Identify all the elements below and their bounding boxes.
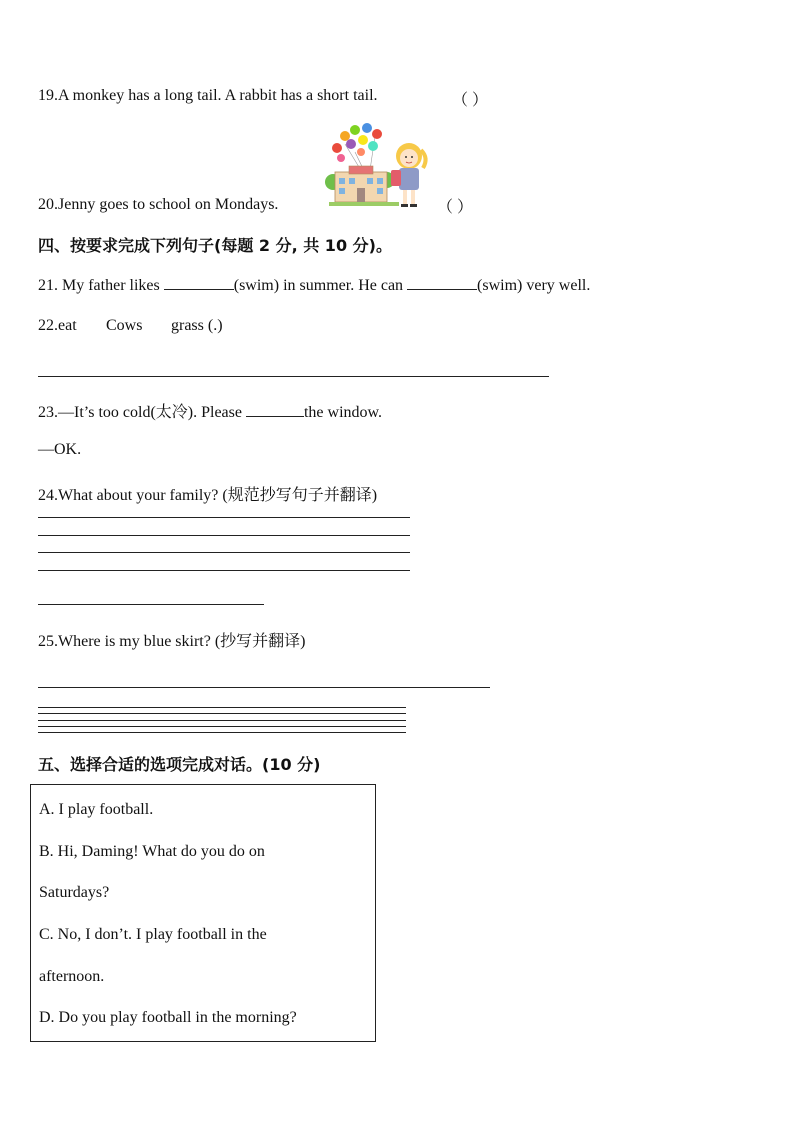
q25-answer-line-1[interactable] [38, 687, 490, 688]
q25-answer-line-3[interactable] [38, 713, 406, 714]
q25-answer-line-2[interactable] [38, 707, 406, 708]
q23-post: the window. [303, 404, 383, 421]
q24-answer-line-4[interactable] [38, 570, 410, 571]
option-d: D. Do you play football in the morning? [39, 1009, 297, 1026]
question-21 [38, 275, 590, 295]
question-20: 20.Jenny goes to school on Mondays. [38, 196, 279, 213]
q25-answer-line-5[interactable] [38, 726, 406, 727]
q21-blank-1[interactable] [164, 275, 234, 290]
question-22-word-3: grass (.) [171, 317, 223, 334]
question-22-word-2: Cows [106, 317, 143, 334]
q25-answer-line-6[interactable] [38, 732, 406, 733]
option-b: B. Hi, Daming! What do you do on [39, 843, 265, 860]
section-4-heading: 四、按要求完成下列句子(每题 2 分, 共 10 分)。 [38, 236, 392, 255]
option-c-cont: afternoon. [39, 968, 105, 985]
q21-mid: (swim) in summer. He can [233, 277, 404, 294]
question-25: 25.Where is my blue skirt? (抄写并翻译) [38, 633, 306, 650]
option-b-cont: Saturdays? [39, 884, 110, 901]
question-24: 24.What about your family? (规范抄写句子并翻译) [38, 487, 378, 504]
option-c: C. No, I don’t. I play football in the [39, 926, 267, 943]
answer-paren-19[interactable]: （ ） [452, 92, 489, 109]
answer-paren-20[interactable]: （ ） [437, 199, 474, 216]
q21-post: (swim) very well. [477, 277, 591, 294]
q25-answer-line-4[interactable] [38, 720, 406, 721]
options-box [30, 784, 376, 1042]
section-5-heading: 五、选择合适的选项完成对话。(10 分) [38, 755, 321, 774]
q21-pre: 21. My father likes [38, 277, 160, 294]
q24-answer-line-5[interactable] [38, 604, 264, 605]
q24-answer-line-3[interactable] [38, 552, 410, 553]
q22-answer-line[interactable] [38, 376, 549, 377]
school-girl-balloons-illustration [325, 122, 433, 214]
question-19: 19.A monkey has a long tail. A rabbit has a short tail. [38, 87, 378, 104]
question-23-reply: —OK. [38, 441, 82, 458]
option-a: A. I play football. [39, 801, 154, 818]
q23-blank[interactable] [246, 402, 304, 417]
q21-blank-2[interactable] [407, 275, 477, 290]
q24-answer-line-2[interactable] [38, 535, 410, 536]
q23-pre: 23.—It’s too cold(太冷). Please [38, 404, 242, 421]
q24-answer-line-1[interactable] [38, 517, 410, 518]
question-22-word-1: 22.eat [38, 317, 77, 334]
question-23 [38, 399, 382, 422]
